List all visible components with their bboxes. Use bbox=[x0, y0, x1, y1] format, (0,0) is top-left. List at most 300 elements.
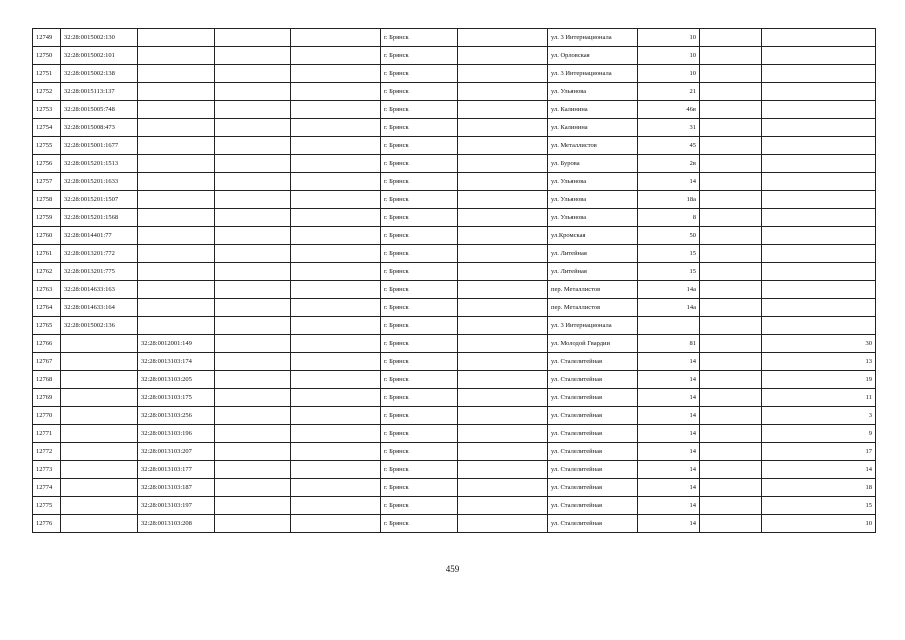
cell-record-number: 12764 bbox=[33, 299, 61, 317]
table-row bbox=[33, 389, 876, 407]
table-row bbox=[33, 317, 876, 335]
cell-cadastral-number: 32:28:0015113:137 bbox=[61, 83, 138, 101]
cell-cadastral-number-premises: 32:28:0012001:149 bbox=[138, 335, 215, 353]
cell-cadastral-number: 32:28:0015002:130 bbox=[61, 29, 138, 47]
cell-city: г. Брянск bbox=[381, 137, 458, 155]
cell-house-number: 31 bbox=[638, 119, 700, 137]
cell-cadastral-number bbox=[61, 335, 138, 353]
cell-empty bbox=[458, 281, 548, 299]
table-row bbox=[33, 47, 876, 65]
cell-cadastral-number: 32:28:0015201:1513 bbox=[61, 155, 138, 173]
cell-empty bbox=[215, 515, 291, 533]
table-row bbox=[33, 263, 876, 281]
cell-flat-number bbox=[762, 47, 876, 65]
cell-empty bbox=[458, 263, 548, 281]
cell-cadastral-number-premises: 32:28:0013103:207 bbox=[138, 443, 215, 461]
cell-city: г. Брянск bbox=[381, 227, 458, 245]
cell-record-number: 12774 bbox=[33, 479, 61, 497]
cell-house-number: 81 bbox=[638, 335, 700, 353]
cell-flat-number bbox=[762, 83, 876, 101]
cell-house-number: 14а bbox=[638, 299, 700, 317]
cell-record-number: 12768 bbox=[33, 371, 61, 389]
cell-cadastral-number-premises bbox=[138, 191, 215, 209]
cell-empty bbox=[700, 371, 762, 389]
cell-empty bbox=[291, 515, 381, 533]
cell-city: г. Брянск bbox=[381, 317, 458, 335]
cell-empty bbox=[700, 479, 762, 497]
cell-cadastral-number: 32:28:0015005:748 bbox=[61, 101, 138, 119]
cell-empty bbox=[700, 65, 762, 83]
table-row bbox=[33, 83, 876, 101]
cell-flat-number bbox=[762, 317, 876, 335]
cell-empty bbox=[700, 443, 762, 461]
registry-table bbox=[32, 28, 876, 533]
cell-flat-number bbox=[762, 137, 876, 155]
cell-city: г. Брянск bbox=[381, 461, 458, 479]
cell-cadastral-number: 32:28:0015201:1633 bbox=[61, 173, 138, 191]
cell-cadastral-number-premises bbox=[138, 209, 215, 227]
cell-empty bbox=[458, 83, 548, 101]
cell-street: ул. Сталелитейная bbox=[548, 479, 638, 497]
cell-record-number: 12771 bbox=[33, 425, 61, 443]
cell-empty bbox=[291, 119, 381, 137]
cell-empty bbox=[215, 83, 291, 101]
cell-empty bbox=[291, 47, 381, 65]
cell-house-number: 10 bbox=[638, 47, 700, 65]
cell-empty bbox=[215, 461, 291, 479]
cell-street: пер. Металлистов bbox=[548, 299, 638, 317]
table-row bbox=[33, 191, 876, 209]
cell-cadastral-number-premises: 32:28:0013103:196 bbox=[138, 425, 215, 443]
cell-street: ул. Сталелитейная bbox=[548, 515, 638, 533]
cell-cadastral-number-premises: 32:28:0013103:205 bbox=[138, 371, 215, 389]
cell-empty bbox=[291, 137, 381, 155]
cell-empty bbox=[215, 29, 291, 47]
cell-empty bbox=[700, 227, 762, 245]
cell-flat-number bbox=[762, 29, 876, 47]
cell-cadastral-number bbox=[61, 497, 138, 515]
cell-flat-number bbox=[762, 263, 876, 281]
cell-empty bbox=[291, 29, 381, 47]
cell-record-number: 12749 bbox=[33, 29, 61, 47]
cell-record-number: 12773 bbox=[33, 461, 61, 479]
cell-empty bbox=[700, 497, 762, 515]
cell-empty bbox=[458, 425, 548, 443]
cell-city: г. Брянск bbox=[381, 389, 458, 407]
cell-empty bbox=[215, 353, 291, 371]
cell-empty bbox=[291, 407, 381, 425]
cell-empty bbox=[700, 191, 762, 209]
cell-record-number: 12763 bbox=[33, 281, 61, 299]
table-row bbox=[33, 479, 876, 497]
cell-empty bbox=[458, 137, 548, 155]
cell-city: г. Брянск bbox=[381, 191, 458, 209]
cell-house-number: 18а bbox=[638, 191, 700, 209]
cell-empty bbox=[700, 425, 762, 443]
cell-city: г. Брянск bbox=[381, 335, 458, 353]
cell-cadastral-number-premises bbox=[138, 155, 215, 173]
cell-empty bbox=[291, 155, 381, 173]
cell-empty bbox=[291, 425, 381, 443]
cell-empty bbox=[215, 119, 291, 137]
cell-cadastral-number: 32:28:0014633:164 bbox=[61, 299, 138, 317]
cell-empty bbox=[215, 497, 291, 515]
cell-empty bbox=[291, 263, 381, 281]
cell-empty bbox=[215, 443, 291, 461]
cell-cadastral-number: 32:28:0015002:136 bbox=[61, 317, 138, 335]
cell-cadastral-number bbox=[61, 425, 138, 443]
cell-record-number: 12750 bbox=[33, 47, 61, 65]
cell-house-number: 14 bbox=[638, 479, 700, 497]
cell-street: ул. Сталелитейная bbox=[548, 353, 638, 371]
cell-empty bbox=[291, 497, 381, 515]
cell-empty bbox=[291, 479, 381, 497]
cell-empty bbox=[700, 335, 762, 353]
cell-record-number: 12751 bbox=[33, 65, 61, 83]
cell-empty bbox=[700, 155, 762, 173]
cell-flat-number: 3 bbox=[762, 407, 876, 425]
table-row bbox=[33, 497, 876, 515]
cell-empty bbox=[291, 245, 381, 263]
cell-city: г. Брянск bbox=[381, 47, 458, 65]
cell-street: ул. Сталелитейная bbox=[548, 497, 638, 515]
cell-empty bbox=[700, 29, 762, 47]
cell-flat-number bbox=[762, 65, 876, 83]
cell-empty bbox=[215, 65, 291, 83]
cell-flat-number: 15 bbox=[762, 497, 876, 515]
cell-city: г. Брянск bbox=[381, 497, 458, 515]
cell-empty bbox=[458, 443, 548, 461]
cell-flat-number: 30 bbox=[762, 335, 876, 353]
cell-empty bbox=[215, 227, 291, 245]
cell-empty bbox=[458, 515, 548, 533]
cell-street: ул. Сталелитейная bbox=[548, 461, 638, 479]
cell-house-number: 14 bbox=[638, 407, 700, 425]
cell-empty bbox=[700, 137, 762, 155]
cell-cadastral-number-premises: 32:28:0013103:177 bbox=[138, 461, 215, 479]
cell-city: г. Брянск bbox=[381, 263, 458, 281]
cell-record-number: 12766 bbox=[33, 335, 61, 353]
cell-empty bbox=[458, 371, 548, 389]
cell-house-number: 15 bbox=[638, 263, 700, 281]
cell-empty bbox=[291, 389, 381, 407]
cell-empty bbox=[215, 245, 291, 263]
cell-cadastral-number-premises bbox=[138, 137, 215, 155]
cell-cadastral-number-premises bbox=[138, 119, 215, 137]
cell-empty bbox=[700, 515, 762, 533]
cell-street: ул. 3 Интернационала bbox=[548, 65, 638, 83]
table-row bbox=[33, 443, 876, 461]
cell-empty bbox=[700, 173, 762, 191]
cell-street: ул. Ульянова bbox=[548, 209, 638, 227]
cell-cadastral-number bbox=[61, 443, 138, 461]
cell-house-number: 14 bbox=[638, 425, 700, 443]
cell-empty bbox=[700, 263, 762, 281]
cell-empty bbox=[215, 47, 291, 65]
cell-empty bbox=[700, 353, 762, 371]
cell-flat-number: 13 bbox=[762, 353, 876, 371]
cell-cadastral-number: 32:28:0015201:1568 bbox=[61, 209, 138, 227]
cell-cadastral-number-premises: 32:28:0013103:174 bbox=[138, 353, 215, 371]
cell-house-number bbox=[638, 317, 700, 335]
cell-empty bbox=[291, 353, 381, 371]
cell-cadastral-number-premises bbox=[138, 281, 215, 299]
cell-record-number: 12755 bbox=[33, 137, 61, 155]
cell-empty bbox=[291, 299, 381, 317]
cell-empty bbox=[458, 317, 548, 335]
cell-city: г. Брянск bbox=[381, 65, 458, 83]
cell-street: пер. Металлистов bbox=[548, 281, 638, 299]
cell-record-number: 12765 bbox=[33, 317, 61, 335]
cell-empty bbox=[215, 281, 291, 299]
cell-house-number: 21 bbox=[638, 83, 700, 101]
cell-empty bbox=[291, 335, 381, 353]
cell-empty bbox=[458, 245, 548, 263]
table-row bbox=[33, 299, 876, 317]
cell-empty bbox=[215, 299, 291, 317]
cell-empty bbox=[215, 191, 291, 209]
table-row bbox=[33, 65, 876, 83]
table-row bbox=[33, 119, 876, 137]
cell-cadastral-number: 32:28:0013201:775 bbox=[61, 263, 138, 281]
cell-empty bbox=[291, 83, 381, 101]
cell-cadastral-number bbox=[61, 515, 138, 533]
cell-empty bbox=[291, 227, 381, 245]
cell-cadastral-number-premises bbox=[138, 299, 215, 317]
cell-record-number: 12775 bbox=[33, 497, 61, 515]
cell-cadastral-number-premises bbox=[138, 263, 215, 281]
cell-empty bbox=[291, 191, 381, 209]
cell-empty bbox=[458, 353, 548, 371]
table-body bbox=[33, 29, 876, 533]
cell-empty bbox=[458, 479, 548, 497]
cell-empty bbox=[291, 371, 381, 389]
cell-empty bbox=[700, 83, 762, 101]
cell-empty bbox=[215, 407, 291, 425]
cell-empty bbox=[458, 209, 548, 227]
cell-house-number: 10 bbox=[638, 29, 700, 47]
cell-empty bbox=[700, 317, 762, 335]
cell-record-number: 12767 bbox=[33, 353, 61, 371]
cell-empty bbox=[700, 281, 762, 299]
cell-city: г. Брянск bbox=[381, 443, 458, 461]
cell-flat-number bbox=[762, 281, 876, 299]
cell-house-number: 15 bbox=[638, 245, 700, 263]
table-row bbox=[33, 245, 876, 263]
cell-street: ул. Орловская bbox=[548, 47, 638, 65]
cell-flat-number: 19 bbox=[762, 371, 876, 389]
cell-empty bbox=[291, 281, 381, 299]
cell-empty bbox=[458, 173, 548, 191]
cell-street: ул. Калинина bbox=[548, 119, 638, 137]
cell-flat-number: 18 bbox=[762, 479, 876, 497]
cell-city: г. Брянск bbox=[381, 119, 458, 137]
cell-empty bbox=[458, 191, 548, 209]
cell-cadastral-number bbox=[61, 389, 138, 407]
table-row bbox=[33, 425, 876, 443]
table-row bbox=[33, 281, 876, 299]
cell-house-number: 45 bbox=[638, 137, 700, 155]
page-number: 459 bbox=[445, 564, 460, 574]
cell-record-number: 12753 bbox=[33, 101, 61, 119]
cell-empty bbox=[458, 227, 548, 245]
cell-flat-number bbox=[762, 119, 876, 137]
cell-record-number: 12757 bbox=[33, 173, 61, 191]
cell-cadastral-number: 32:28:0015001:1677 bbox=[61, 137, 138, 155]
cell-empty bbox=[700, 101, 762, 119]
cell-street: ул. Литейная bbox=[548, 245, 638, 263]
cell-street: ул. Сталелитейная bbox=[548, 407, 638, 425]
cell-empty bbox=[291, 65, 381, 83]
cell-flat-number: 14 bbox=[762, 461, 876, 479]
cell-flat-number bbox=[762, 227, 876, 245]
cell-cadastral-number-premises bbox=[138, 173, 215, 191]
cell-record-number: 12760 bbox=[33, 227, 61, 245]
cell-street: ул. Калинина bbox=[548, 101, 638, 119]
cell-flat-number bbox=[762, 209, 876, 227]
cell-empty bbox=[215, 335, 291, 353]
cell-empty bbox=[700, 245, 762, 263]
cell-empty bbox=[458, 497, 548, 515]
cell-cadastral-number bbox=[61, 353, 138, 371]
cell-street: ул. Сталелитейная bbox=[548, 443, 638, 461]
cell-empty bbox=[458, 461, 548, 479]
table-row bbox=[33, 209, 876, 227]
cell-empty bbox=[215, 371, 291, 389]
cell-street: ул. 3 Интернационала bbox=[548, 29, 638, 47]
cell-empty bbox=[215, 155, 291, 173]
cell-record-number: 12759 bbox=[33, 209, 61, 227]
cell-cadastral-number-premises: 32:28:0013103:187 bbox=[138, 479, 215, 497]
cell-city: г. Брянск bbox=[381, 353, 458, 371]
cell-record-number: 12761 bbox=[33, 245, 61, 263]
cell-house-number: 14 bbox=[638, 461, 700, 479]
cell-empty bbox=[458, 119, 548, 137]
cell-empty bbox=[291, 173, 381, 191]
cell-city: г. Брянск bbox=[381, 29, 458, 47]
cell-house-number: 46в bbox=[638, 101, 700, 119]
cell-city: г. Брянск bbox=[381, 425, 458, 443]
cell-cadastral-number-premises: 32:28:0013103:175 bbox=[138, 389, 215, 407]
cell-record-number: 12772 bbox=[33, 443, 61, 461]
cell-empty bbox=[215, 137, 291, 155]
cell-city: г. Брянск bbox=[381, 173, 458, 191]
cell-house-number: 14 bbox=[638, 371, 700, 389]
cell-empty bbox=[700, 47, 762, 65]
cell-empty bbox=[700, 209, 762, 227]
cell-flat-number bbox=[762, 191, 876, 209]
cell-empty bbox=[291, 317, 381, 335]
cell-empty bbox=[291, 461, 381, 479]
cell-house-number: 50 bbox=[638, 227, 700, 245]
cell-empty bbox=[700, 461, 762, 479]
cell-cadastral-number-premises bbox=[138, 65, 215, 83]
cell-street: ул. Сталелитейная bbox=[548, 371, 638, 389]
cell-empty bbox=[700, 119, 762, 137]
cell-empty bbox=[458, 29, 548, 47]
cell-house-number: 14а bbox=[638, 281, 700, 299]
cell-cadastral-number-premises: 32:28:0013103:208 bbox=[138, 515, 215, 533]
cell-empty bbox=[700, 389, 762, 407]
cell-city: г. Брянск bbox=[381, 209, 458, 227]
cell-street: ул. Ульянова bbox=[548, 83, 638, 101]
cell-cadastral-number: 32:28:0015002:138 bbox=[61, 65, 138, 83]
table-row bbox=[33, 227, 876, 245]
cell-empty bbox=[291, 209, 381, 227]
cell-empty bbox=[215, 209, 291, 227]
cell-cadastral-number-premises: 32:28:0013103:197 bbox=[138, 497, 215, 515]
cell-record-number: 12776 bbox=[33, 515, 61, 533]
cell-cadastral-number-premises: 32:28:0013103:256 bbox=[138, 407, 215, 425]
cell-city: г. Брянск bbox=[381, 407, 458, 425]
table-row bbox=[33, 29, 876, 47]
cell-cadastral-number-premises bbox=[138, 317, 215, 335]
cell-empty bbox=[215, 479, 291, 497]
cell-cadastral-number: 32:28:0015002:101 bbox=[61, 47, 138, 65]
table-row bbox=[33, 137, 876, 155]
cell-flat-number bbox=[762, 245, 876, 263]
cell-empty bbox=[215, 425, 291, 443]
cell-flat-number bbox=[762, 101, 876, 119]
cell-empty bbox=[215, 173, 291, 191]
cell-empty bbox=[700, 407, 762, 425]
table-row bbox=[33, 101, 876, 119]
cell-house-number: 2в bbox=[638, 155, 700, 173]
cell-empty bbox=[700, 299, 762, 317]
cell-city: г. Брянск bbox=[381, 101, 458, 119]
cell-empty bbox=[458, 65, 548, 83]
cell-house-number: 10 bbox=[638, 65, 700, 83]
cell-flat-number bbox=[762, 155, 876, 173]
cell-empty bbox=[458, 155, 548, 173]
cell-flat-number: 9 bbox=[762, 425, 876, 443]
cell-cadastral-number bbox=[61, 371, 138, 389]
cell-empty bbox=[458, 407, 548, 425]
cell-cadastral-number-premises bbox=[138, 245, 215, 263]
cell-house-number: 14 bbox=[638, 353, 700, 371]
cell-cadastral-number-premises bbox=[138, 227, 215, 245]
table-row bbox=[33, 353, 876, 371]
table-row bbox=[33, 335, 876, 353]
cell-city: г. Брянск bbox=[381, 299, 458, 317]
cell-empty bbox=[291, 101, 381, 119]
table-row bbox=[33, 371, 876, 389]
cell-city: г. Брянск bbox=[381, 155, 458, 173]
cell-empty bbox=[458, 101, 548, 119]
cell-street: ул. Ульянова bbox=[548, 173, 638, 191]
cell-record-number: 12769 bbox=[33, 389, 61, 407]
cell-house-number: 14 bbox=[638, 497, 700, 515]
cell-street: ул.Кромская bbox=[548, 227, 638, 245]
table-row bbox=[33, 155, 876, 173]
cell-city: г. Брянск bbox=[381, 371, 458, 389]
cell-house-number: 14 bbox=[638, 389, 700, 407]
cell-cadastral-number-premises bbox=[138, 47, 215, 65]
cell-house-number: 14 bbox=[638, 515, 700, 533]
cell-empty bbox=[215, 101, 291, 119]
cell-street: ул. Сталелитейная bbox=[548, 389, 638, 407]
cell-empty bbox=[215, 389, 291, 407]
cell-city: г. Брянск bbox=[381, 479, 458, 497]
cell-street: ул. Молодой Гвардии bbox=[548, 335, 638, 353]
cell-street: ул. Металлистов bbox=[548, 137, 638, 155]
cell-flat-number bbox=[762, 173, 876, 191]
cell-street: ул. Сталелитейная bbox=[548, 425, 638, 443]
table-row bbox=[33, 515, 876, 533]
table-row bbox=[33, 461, 876, 479]
cell-flat-number: 17 bbox=[762, 443, 876, 461]
cell-city: г. Брянск bbox=[381, 515, 458, 533]
